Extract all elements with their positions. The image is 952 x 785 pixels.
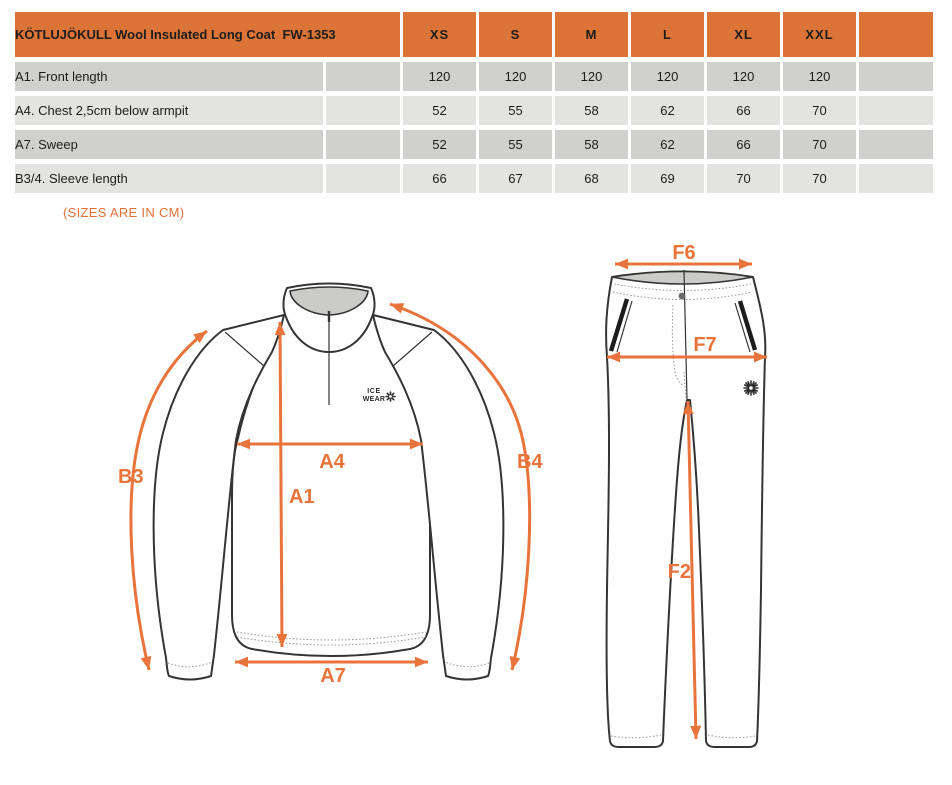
a1-label: A1	[289, 486, 315, 508]
spacer-cell	[326, 96, 400, 125]
value-cell: 52	[403, 130, 476, 159]
f7-label: F7	[693, 334, 717, 356]
value-cell: 58	[555, 96, 628, 125]
value-cell: 70	[783, 164, 856, 193]
value-cell: 66	[403, 164, 476, 193]
value-cell: 68	[555, 164, 628, 193]
a1-arrow	[280, 322, 282, 647]
measurement-diagram	[0, 228, 952, 785]
size-header-xxl: XXL	[783, 12, 856, 57]
value-cell: 55	[479, 96, 552, 125]
waist-button	[679, 293, 686, 300]
sizes-unit-note: (SIZES ARE IN CM)	[63, 205, 185, 220]
value-cell: 62	[631, 96, 704, 125]
value-cell: 120	[707, 62, 780, 91]
value-cell: 66	[707, 130, 780, 159]
value-cell: 69	[631, 164, 704, 193]
value-cell: 120	[555, 62, 628, 91]
measure-label: A1. Front length	[15, 62, 323, 91]
tail-cell	[859, 62, 933, 91]
b4-label: B4	[517, 451, 543, 473]
product-title: KÖTLUJÖKULL Wool Insulated Long Coat FW-1353	[15, 12, 400, 57]
size-chart-table	[12, 7, 936, 198]
size-header-s: S	[479, 12, 552, 57]
value-cell: 55	[479, 130, 552, 159]
tail-cell	[859, 96, 933, 125]
tail-cell	[859, 164, 933, 193]
spacer-cell	[326, 62, 400, 91]
measure-label: A7. Sweep	[15, 130, 323, 159]
pants-drawing	[606, 242, 767, 747]
size-header-xl: XL	[707, 12, 780, 57]
value-cell: 120	[479, 62, 552, 91]
value-cell: 66	[707, 96, 780, 125]
value-cell: 62	[631, 130, 704, 159]
value-cell: 70	[707, 164, 780, 193]
value-cell: 52	[403, 96, 476, 125]
table-row	[15, 130, 933, 159]
b3-label: B3	[118, 466, 144, 488]
size-header-m: M	[555, 12, 628, 57]
logo-text-wear: WEAR	[362, 396, 386, 403]
a4-label: A4	[319, 451, 345, 473]
size-header-l: L	[631, 12, 704, 57]
value-cell: 58	[555, 130, 628, 159]
header-spacer-cell	[859, 12, 933, 57]
tail-cell	[859, 130, 933, 159]
value-cell: 70	[783, 96, 856, 125]
spacer-cell	[326, 164, 400, 193]
value-cell: 67	[479, 164, 552, 193]
f2-label: F2	[667, 561, 691, 583]
header-row	[15, 12, 933, 57]
size-chart	[12, 7, 936, 198]
pants-snowflake-icon	[744, 381, 758, 395]
value-cell: 120	[783, 62, 856, 91]
snowflake-icon	[386, 392, 395, 401]
sweater-drawing	[118, 284, 543, 688]
table-row	[15, 96, 933, 125]
value-cell: 70	[783, 130, 856, 159]
size-header-xs: XS	[403, 12, 476, 57]
measure-label: B3/4. Sleeve length	[15, 164, 323, 193]
a7-label: A7	[320, 665, 346, 687]
table-row	[15, 164, 933, 193]
logo-text-ice: ICE	[367, 388, 381, 395]
table-row	[15, 62, 933, 91]
value-cell: 120	[403, 62, 476, 91]
f6-label: F6	[672, 242, 696, 264]
spacer-cell	[326, 130, 400, 159]
measure-label: A4. Chest 2,5cm below armpit	[15, 96, 323, 125]
value-cell: 120	[631, 62, 704, 91]
